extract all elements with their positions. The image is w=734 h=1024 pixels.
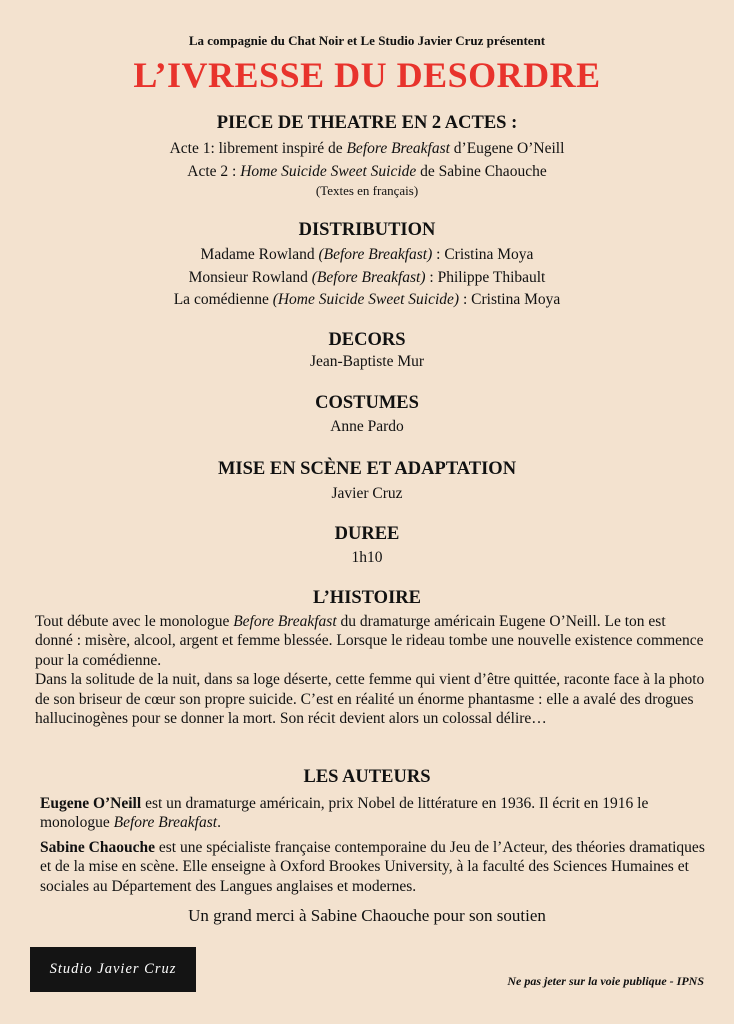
mise-en-scene-heading: MISE EN SCÈNE ET ADAPTATION	[217, 459, 517, 479]
acte1-work: Before Breakfast	[346, 140, 450, 157]
acte2-suffix: de Sabine Chaouche	[416, 163, 547, 180]
distribution-row	[0, 269, 734, 287]
histoire-paragraph-1	[35, 612, 705, 670]
decors-heading: DECORS	[328, 330, 406, 350]
histoire-p1-work: Before Breakfast	[233, 613, 337, 630]
chaouche-bio	[40, 838, 710, 896]
studio-logo-text: Studio Javier Cruz	[49, 961, 177, 977]
role-work: (Before Breakfast)	[318, 246, 433, 263]
role-name: La comédienne	[173, 291, 273, 308]
acte1-suffix: d’Eugene O’Neill	[449, 140, 565, 157]
duree-value: 1h10	[351, 549, 383, 566]
acte2-prefix: Acte 2 :	[187, 163, 241, 180]
role-work: (Home Suicide Sweet Suicide)	[272, 291, 460, 308]
acte2-work: Home Suicide Sweet Suicide	[240, 163, 417, 180]
role-actor: : Cristina Moya	[459, 291, 561, 308]
role-actor: : Philippe Thibault	[425, 269, 546, 286]
thanks-line: Un grand merci à Sabine Chaouche pour son soutien	[188, 906, 546, 925]
studio-logo	[30, 947, 196, 992]
distribution-heading: DISTRIBUTION	[298, 220, 436, 240]
language-note: (Textes en français)	[315, 183, 419, 198]
chaouche-name: Sabine Chaouche	[40, 839, 155, 856]
histoire-paragraph-2: Dans la solitude de la nuit, dans sa loge déserte, cette femme qui vient d’être quittée, raconte face à la photo de son briseur de cœur son propre suicide. C’est en réalité un énorme phantasme : elle a avalé des drogues hallucinogènes pour se donner la mort. Son récit devient alors un colossal délire…	[35, 671, 705, 728]
chaouche-text: est une spécialiste française contemporaine du Jeu de l’Acteur, des théories dramatiques et de la mise en scène. Elle enseigne à Oxford Brookes University, à la faculté des Sciences Humaines et sociales au Département des Langues anglaises et modernes.	[40, 839, 705, 895]
costumes-heading: COSTUMES	[315, 393, 419, 413]
mise-en-scene-value: Javier Cruz	[331, 485, 403, 502]
oneill-work: Before Breakfast	[113, 814, 218, 832]
oneill-name: Eugene O’Neill	[40, 795, 142, 812]
role-name: Madame Rowland	[200, 246, 319, 263]
distribution-row	[0, 246, 734, 264]
decors-value: Jean-Baptiste Mur	[309, 353, 425, 370]
histoire-p1-start: Tout débute avec le monologue	[35, 613, 234, 630]
footer-note: Ne pas jeter sur la voie publique - IPNS	[507, 974, 704, 988]
role-work: (Before Breakfast)	[311, 269, 426, 286]
acte1-line	[0, 140, 734, 158]
play-title: L’IVRESSE DU DESORDRE	[133, 55, 601, 95]
distribution-row	[0, 291, 734, 309]
histoire-text	[35, 612, 705, 728]
costumes-value: Anne Pardo	[330, 418, 404, 435]
presenters-line: La compagnie du Chat Noir et Le Studio Javier Cruz présentent	[188, 33, 546, 48]
oneill-bio	[40, 794, 710, 833]
acte2-line	[0, 163, 734, 181]
oneill-text-b: .	[217, 814, 221, 832]
histoire-heading: L’HISTOIRE	[313, 588, 421, 608]
piece-heading: PIECE DE THEATRE EN 2 ACTES :	[216, 113, 518, 133]
oneill-text-a: est un dramaturge américain, prix Nobel de littérature en 1936. Il écrit en 1916 le monologue	[40, 795, 649, 832]
role-actor: : Cristina Moya	[432, 246, 534, 263]
histoire-p1-end: du dramaturge américain Eugene O’Neill. Le ton est donné : misère, alcool, argent et femme blessée. Lorsque le rideau tombe une nouvelle existence commence pour la comédienne.	[35, 613, 704, 669]
auteurs-heading: LES AUTEURS	[303, 767, 431, 787]
acte1-prefix: Acte 1: librement inspiré de	[169, 140, 347, 157]
duree-heading: DUREE	[334, 524, 400, 544]
role-name: Monsieur Rowland	[188, 269, 312, 286]
